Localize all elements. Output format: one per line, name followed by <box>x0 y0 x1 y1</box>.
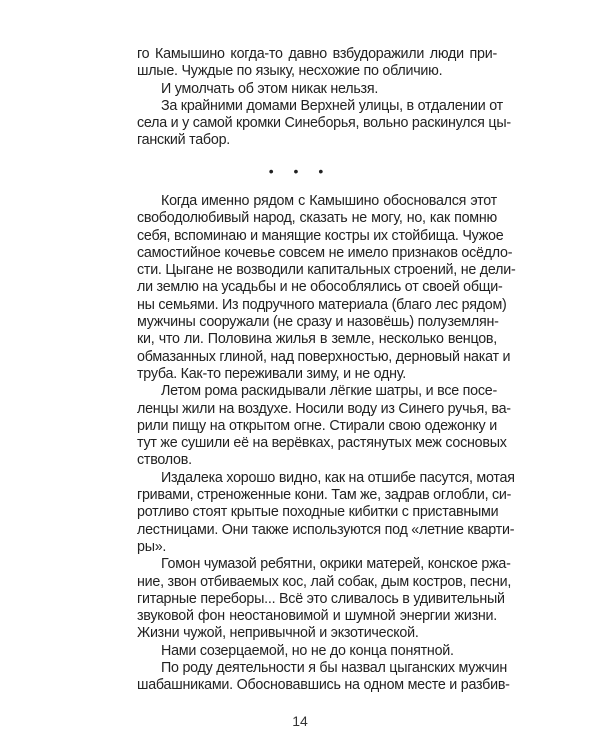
text-line: свободолюбивый народ, сказать не могу, но, как помню <box>137 210 497 227</box>
text-line: обмазанных глиной, над поверхностью, дерновый накат и <box>137 348 511 365</box>
text-line: гривами, стреноженные кони. Там же, задрав оглобли, си- <box>137 487 512 504</box>
text-line: ли землю на усадьбы и не обособлялись от своей общи- <box>137 279 503 296</box>
text-line: сти. Цыгане не возводили капитальных строений, не дели- <box>137 262 516 279</box>
text-line: села и у самой кромки Синеборья, вольно раскинулся цы- <box>137 115 511 132</box>
text-line: тут же сушили её на верёвках, растянутых меж сосновых <box>137 435 507 452</box>
text-line: самостийное кочевье совсем не имело признаков осёдло- <box>137 244 513 261</box>
text-line: мужчины сооружали (не сразу и назовёшь) полуземлян- <box>137 314 499 331</box>
page-number: 14 <box>292 713 308 729</box>
text-line: Гомон чумазой ребятни, окрики матерей, конское ржа- <box>161 556 511 573</box>
text-line: Издалека хорошо видно, как на отшибе пасутся, мотая <box>161 469 515 486</box>
text-line: ны семьями. Из подручного материала (благо лес рядом) <box>137 296 507 313</box>
section-separator: • • • <box>268 163 332 179</box>
text-line: И умолчать об этом никак нельзя. <box>161 80 379 97</box>
text-line: труба. Как-то переживали зиму, и не одну. <box>137 365 406 382</box>
text-line: Жизни чужой, непривычной и экзотической. <box>137 625 419 642</box>
text-line: ротливо стоят крытые походные кибитки с приставными <box>137 504 499 521</box>
text-line: звуковой фон неостановимой и шумной энергии жизни. <box>137 608 497 625</box>
text-line: За крайними домами Верхней улицы, в отдалении от <box>161 97 503 114</box>
text-line: По роду деятельности я бы назвал цыганских мужчин <box>161 660 508 677</box>
paragraph <box>137 383 511 469</box>
text-line: себя, вспоминаю и манящие костры их стойбища. Чужое <box>137 227 504 244</box>
text-line: Нами созерцаемой, но не до конца понятной. <box>161 642 454 659</box>
paragraph <box>137 660 510 695</box>
text-line: ленцы жили на воздухе. Носили воду из Синего ручья, ва- <box>137 400 511 417</box>
text-line: го Камышино когда-то давно взбудоражили люди при- <box>137 46 497 62</box>
text-line: шлые. Чуждые по языку, несхожие по обличию. <box>137 63 443 80</box>
paragraph <box>137 556 512 642</box>
text-line: стволов. <box>137 452 192 469</box>
text-section-1 <box>137 46 511 150</box>
text-line: рили пищу на открытом огне. Стирали свою одежонку и <box>137 417 497 434</box>
text-line: лестницами. Они также используются под «летние кварти- <box>137 521 515 538</box>
text-line: ры». <box>137 538 167 555</box>
text-line: гитарные переборы... Всё это сливалось в удивительный <box>137 590 505 607</box>
text-section-2 <box>137 193 516 695</box>
paragraph <box>137 193 516 383</box>
paragraph <box>137 81 497 98</box>
text-line: ганский табор. <box>137 132 230 149</box>
text-line: ние, звон отбиваемых кос, лай собак, дым костров, песни, <box>137 573 512 590</box>
paragraph <box>137 643 497 660</box>
paragraph <box>137 46 497 81</box>
text-line: шабашниками. Обосновавшись на одном месте и разбив- <box>137 677 510 694</box>
paragraph <box>137 97 511 150</box>
paragraph <box>137 469 515 556</box>
text-line: ки, что ли. Половина жилья в земле, несколько венцов, <box>137 331 497 348</box>
text-line: Летом рома раскидывали лёгкие шатры, и все посе- <box>161 383 497 400</box>
text-line: Когда именно рядом с Камышино обосновался этот <box>161 193 497 209</box>
